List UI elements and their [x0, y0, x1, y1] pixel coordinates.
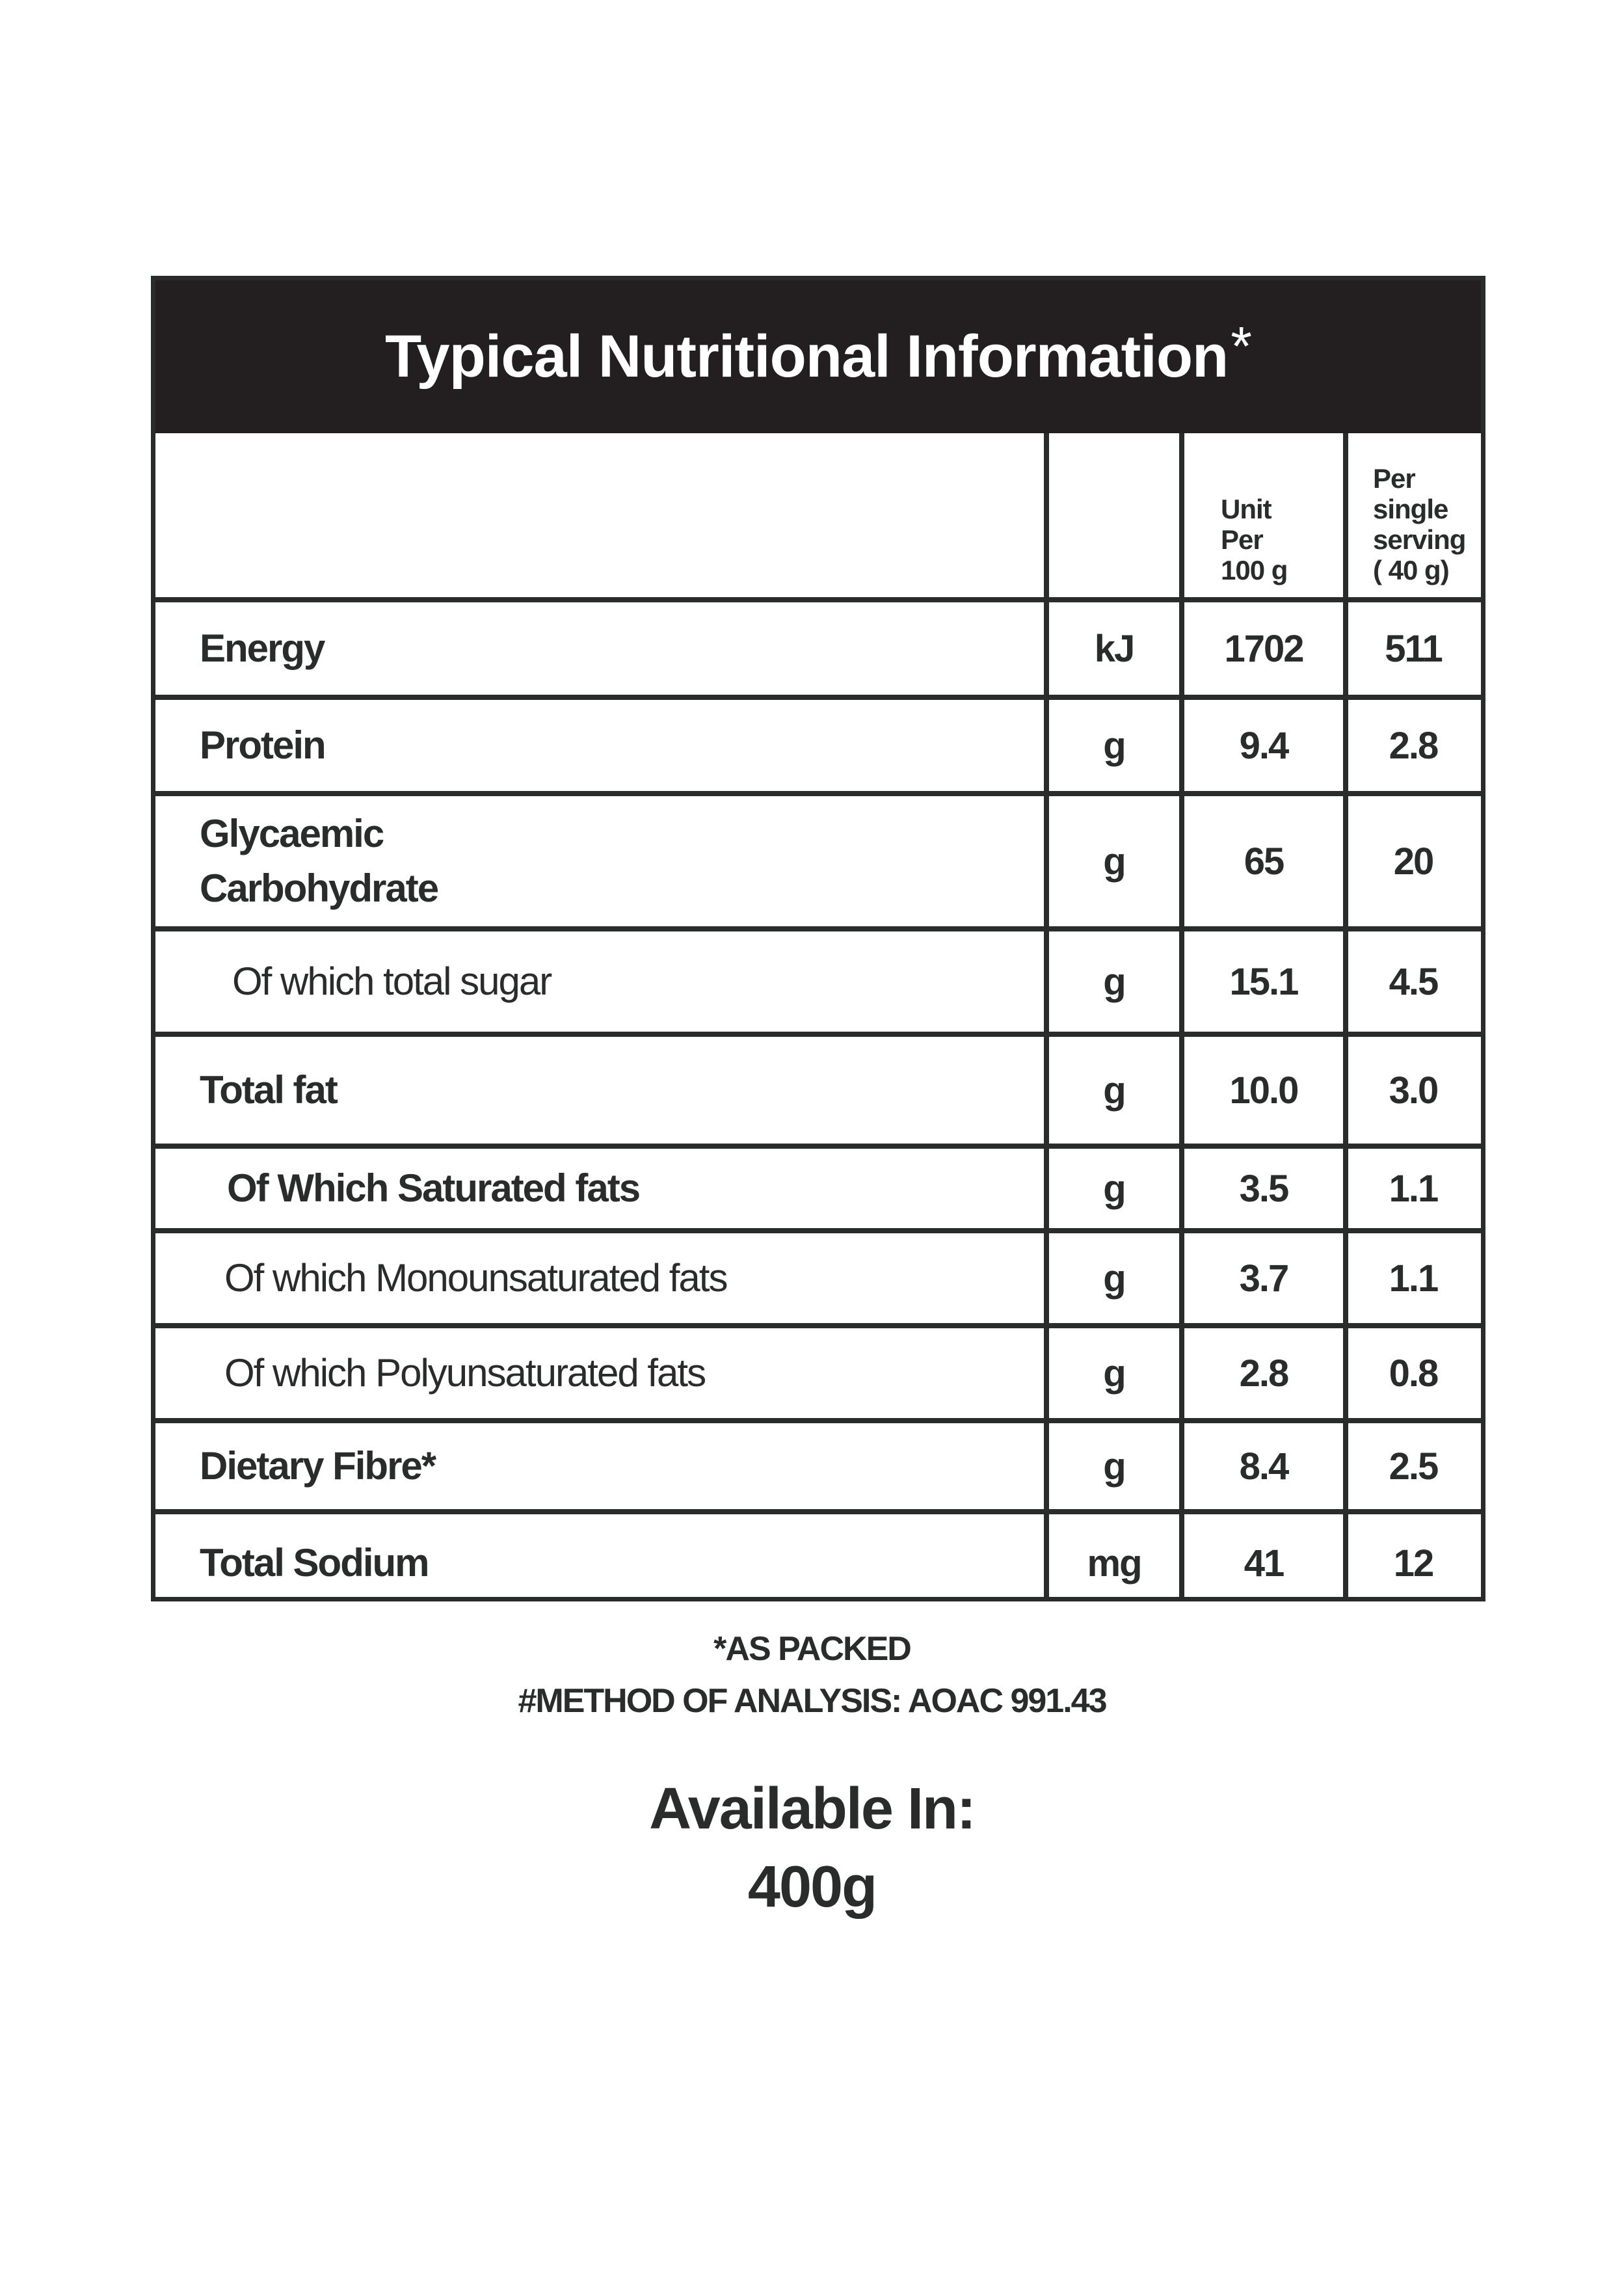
nutrient-label: Dietary Fibre* [200, 1444, 436, 1488]
per-100g-value: 65 [1244, 840, 1284, 883]
per-serving-value: 4.5 [1389, 960, 1438, 1003]
nutrient-label: Of which Monounsaturated fats [224, 1256, 727, 1300]
unit-cell: g [1103, 1167, 1125, 1210]
unit-per-100g-header [1221, 433, 1346, 600]
per-serving-value: 12 [1393, 1542, 1433, 1585]
nutrient-label [200, 794, 1033, 929]
unit-header-line: Unit [1221, 493, 1271, 524]
unit-cell: g [1103, 1352, 1125, 1395]
per-100g-value: 9.4 [1239, 724, 1288, 767]
footnote-method: #METHOD OF ANALYSIS: AOAC 991.43 [518, 1682, 1106, 1720]
unit-cell: g [1103, 1257, 1125, 1300]
nutrient-label: Total Sodium [200, 1541, 429, 1585]
unit-cell: g [1103, 1445, 1125, 1488]
footnote-as-packed: *AS PACKED [713, 1630, 911, 1668]
per-serving-value: 2.8 [1389, 724, 1438, 767]
available-size: 400g [747, 1854, 877, 1920]
serving-header-line: ( 40 g) [1373, 554, 1449, 585]
per-100g-value: 1702 [1224, 627, 1303, 670]
available-in-label: Available In: [649, 1776, 975, 1841]
panel-title-bar [155, 280, 1481, 433]
nutrient-label: Energy [200, 626, 325, 670]
nutrient-label-line: Glycaemic [200, 812, 384, 855]
unit-cell: g [1103, 960, 1125, 1003]
per-100g-value: 3.7 [1239, 1257, 1288, 1300]
panel-title-mark: * [1231, 315, 1251, 377]
nutrient-label: Of which total sugar [232, 959, 552, 1003]
nutrient-label: Of which Polyunsaturated fats [224, 1351, 706, 1395]
panel-title: Typical Nutritional Information [385, 323, 1229, 390]
nutrient-label: Total fat [200, 1068, 337, 1112]
nutrition-panel [151, 276, 1485, 1601]
unit-cell: g [1103, 840, 1125, 883]
per-serving-value: 0.8 [1389, 1352, 1438, 1395]
nutrient-label-line: Carbohydrate [200, 866, 438, 910]
per-100g-value: 10.0 [1229, 1069, 1298, 1112]
per-serving-value: 1.1 [1389, 1167, 1438, 1210]
serving-header-line: Per [1373, 462, 1415, 494]
unit-cell: mg [1087, 1542, 1141, 1585]
per-serving-value: 511 [1385, 627, 1442, 670]
per-serving-value: 3.0 [1389, 1069, 1438, 1112]
per-serving-value: 1.1 [1389, 1257, 1438, 1300]
per-serving-value: 2.5 [1389, 1445, 1438, 1488]
serving-header-line: single [1373, 493, 1448, 524]
unit-cell: kJ [1094, 627, 1134, 670]
per-100g-value: 15.1 [1229, 960, 1298, 1003]
per-100g-value: 8.4 [1239, 1445, 1288, 1488]
per-100g-value: 2.8 [1239, 1352, 1288, 1395]
unit-header-line: 100 g [1221, 554, 1288, 585]
serving-header-line: serving [1373, 524, 1466, 555]
per-serving-value: 20 [1393, 840, 1433, 883]
per-100g-value: 41 [1244, 1542, 1284, 1585]
per-100g-value: 3.5 [1239, 1167, 1288, 1210]
unit-cell: g [1103, 1069, 1125, 1112]
unit-header-line: Per [1221, 524, 1263, 555]
nutrition-table [155, 433, 1481, 1597]
nutrient-label: Protein [200, 723, 325, 767]
per-serving-header [1373, 433, 1481, 600]
nutrient-label: Of Which Saturated fats [227, 1166, 640, 1210]
unit-cell: g [1103, 724, 1125, 767]
